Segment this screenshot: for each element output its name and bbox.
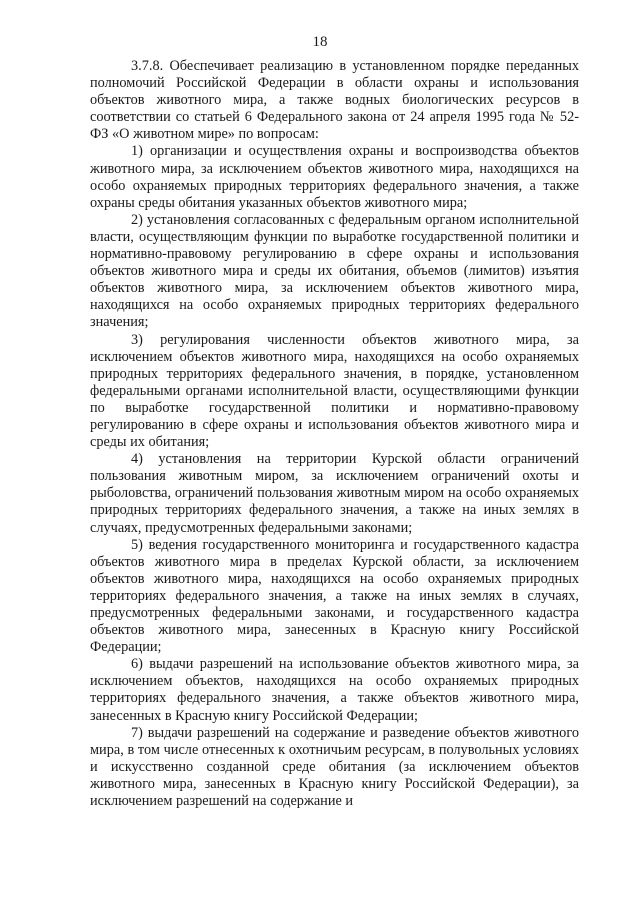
document-body xyxy=(90,58,579,810)
paragraph-intro-3-7-8: 3.7.8. Обеспечивает реализацию в установленном порядке переданных полномочий Российской Федерации в области охраны и использования объектов животного мира, а также водных биологических ресурсов в соответствии со статьей 6 Федерального закона от 24 апреля 1995 года № 52-ФЗ «О животном мире» по вопросам: xyxy=(90,58,579,143)
paragraph-item-5: 5) ведения государственного мониторинга и государственного кадастра объектов животного мира в пределах Курской области, за исключением объектов животного мира, находящихся на особо охраняемых природных территориях федерального значения, а также на иных землях в случаях, предусмотренных федеральными законами, и государственного кадастра объектов животного мира, занесенных в Красную книгу Российской Федерации; xyxy=(90,536,579,656)
paragraph-item-7: 7) выдачи разрешений на содержание и разведение объектов животного мира, в том числе отнесенных к охотничьим ресурсам, в полувольных условиях и искусственно созданной среде обитания (за исключением объектов животного мира, занесенных в Красную книгу Российской Федерации), за исключением разрешений на содержание и xyxy=(90,724,579,810)
paragraph-item-2: 2) установления согласованных с федеральным органом исполнительной власти, осуществляющим функции по выработке государственной политики и нормативно-правовому регулированию в сфере охраны и использования объектов животного мира и среды их обитания, объемов (лимитов) изъятия объектов животного мира, за исключением объектов животного мира, находящихся на особо охраняемых природных территориях федерального значения; xyxy=(90,211,579,331)
page-number: 18 xyxy=(312,34,328,50)
paragraph-item-4: 4) установления на территории Курской области ограничений пользования животным миром, за исключением ограничений охоты и рыболовства, ограничений пользования животным миром на особо охраняемых природных территориях федерального значения, а также на иных землях в случаях, предусмотренных федеральными законами; xyxy=(90,451,579,536)
paragraph-item-3: 3) регулирования численности объектов животного мира, за исключением объектов животного мира, находящихся на особо охраняемых природных территориях федерального значения, в порядке, установленном федеральными органами исполнительной власти, осуществляющими функции по выработке государственной политики и нормативно-правовому регулированию в сфере охраны и использования объектов животного мира и среды их обитания; xyxy=(90,331,579,451)
paragraph-item-6: 6) выдачи разрешений на использование объектов животного мира, за исключением объектов, находящихся на особо охраняемых природных территориях федерального значения, а также объектов животного мира, занесенных в Красную книгу Российской Федерации; xyxy=(90,656,579,724)
paragraph-item-1: 1) организации и осуществления охраны и воспроизводства объектов животного мира, за исключением объектов животного мира, находящихся на особо охраняемых природных территориях федерального значения, а также охраны среды обитания указанных объектов животного мира; xyxy=(90,143,579,211)
